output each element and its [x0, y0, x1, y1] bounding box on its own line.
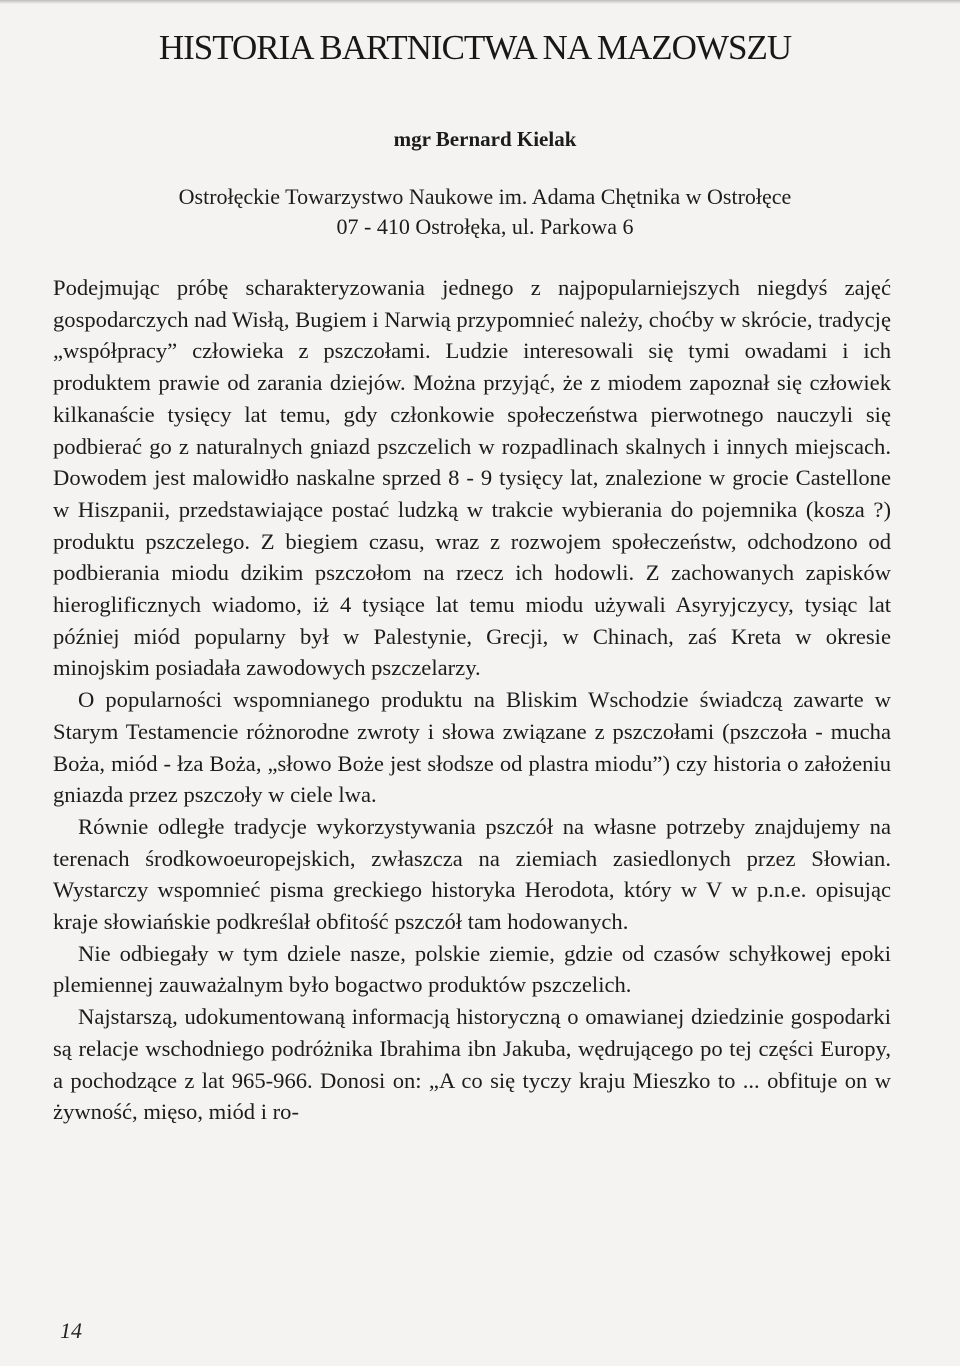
article-title: HISTORIA BARTNICTWA NA MAZOWSZU	[158, 28, 792, 67]
paragraph: O popularności wspomnianego produktu na Bliskim Wschodzie świadczą zawarte w Starym Testamencie różnorodne zwroty i słowa związane z pszczołami (pszczoła - mucha Boża, miód - łza Boża, „słowo Boże jest słodsze od plastra miodu”) czy historia o założeniu gniazda przez pszczoły w ciele lwa.	[53, 687, 891, 808]
paragraph: Nie odbiegały w tym dziele nasze, polskie ziemie, gdzie od czasów schyłkowej epoki plemiennej zauważalnym było bogactwo produktów pszczelich.	[53, 940, 891, 998]
page-top-edge	[0, 0, 960, 4]
author-affiliation	[53, 182, 891, 242]
paragraph: Równie odległe tradycje wykorzystywania pszczół na własne potrzeby znajdujemy na terenach środkowoeuropejskich, zwłaszcza na ziemiach zasiedlonych przez Słowian. Wystarczy wspomnieć pisma greckiego historyka Herodota, który w V w p.n.e. opisując kraje słowiańskie podkreślał obfitość pszczół tam hodowanych.	[53, 813, 891, 935]
affiliation-address: 07 - 410 Ostrołęka, ul. Parkowa 6	[336, 214, 634, 239]
paragraph: Najstarszą, udokumentowaną informacją historyczną o omawianej dziedzinie gospodarki są relacje wschodniego podróżnika Ibrahima ibn Jakuba, wędrującego po tej części Europy, a pochodzące z lat 965-966. Donosi on: „A co się tyczy kraju Mieszko to ... obfituje on w żywność, mięso, miód i ro-	[53, 1004, 891, 1125]
document-page	[53, 26, 891, 1128]
article-body	[53, 272, 891, 1128]
article-author: mgr Bernard Kielak	[393, 127, 577, 151]
page-number: 14	[60, 1318, 82, 1343]
affiliation-institution: Ostrołęckie Towarzystwo Naukowe im. Adama Chętnika w Ostrołęce	[178, 184, 792, 209]
paragraph: Podejmując próbę scharakteryzowania jednego z najpopularniejszych niegdyś zajęć gospodarczych nad Wisłą, Bugiem i Narwią przypomnieć należy, choćby w skrócie, tradycję „współpracy” człowieka z pszczołami. Ludzie interesowali się tymi owadami i ich produktem prawie od zarania dziejów. Można przyjąć, że z miodem zapoznał się człowiek kilkanaście tysięcy lat temu, gdy członkowie społeczeństwa pierwotnego nauczyli się podbierać go z naturalnych gniazd pszczelich w rozpadlinach skalnych i innych miejscach. Dowodem jest malowidło naskalne sprzed 8 - 9 tysięcy lat, znalezione w grocie Castellone w Hiszpanii, przedstawiające postać ludzką w trakcie wybierania do pojemnika (kosza ?) produktu pszczelego. Z biegiem czasu, wraz z rozwojem społeczeństw, odchodzono od podbierania miodu dzikim pszczołom na rzecz ich hodowli. Z zachowanych zapisków hieroglificznych wiadomo, iż 4 tysiące lat temu miodu używali Asyryjczycy, tysiąc lat później miód popularny był w Palestynie, Grecji, w Chinach, zaś Kreta w okresie minojskim posiadała zawodowych pszczelarzy.	[53, 275, 891, 681]
